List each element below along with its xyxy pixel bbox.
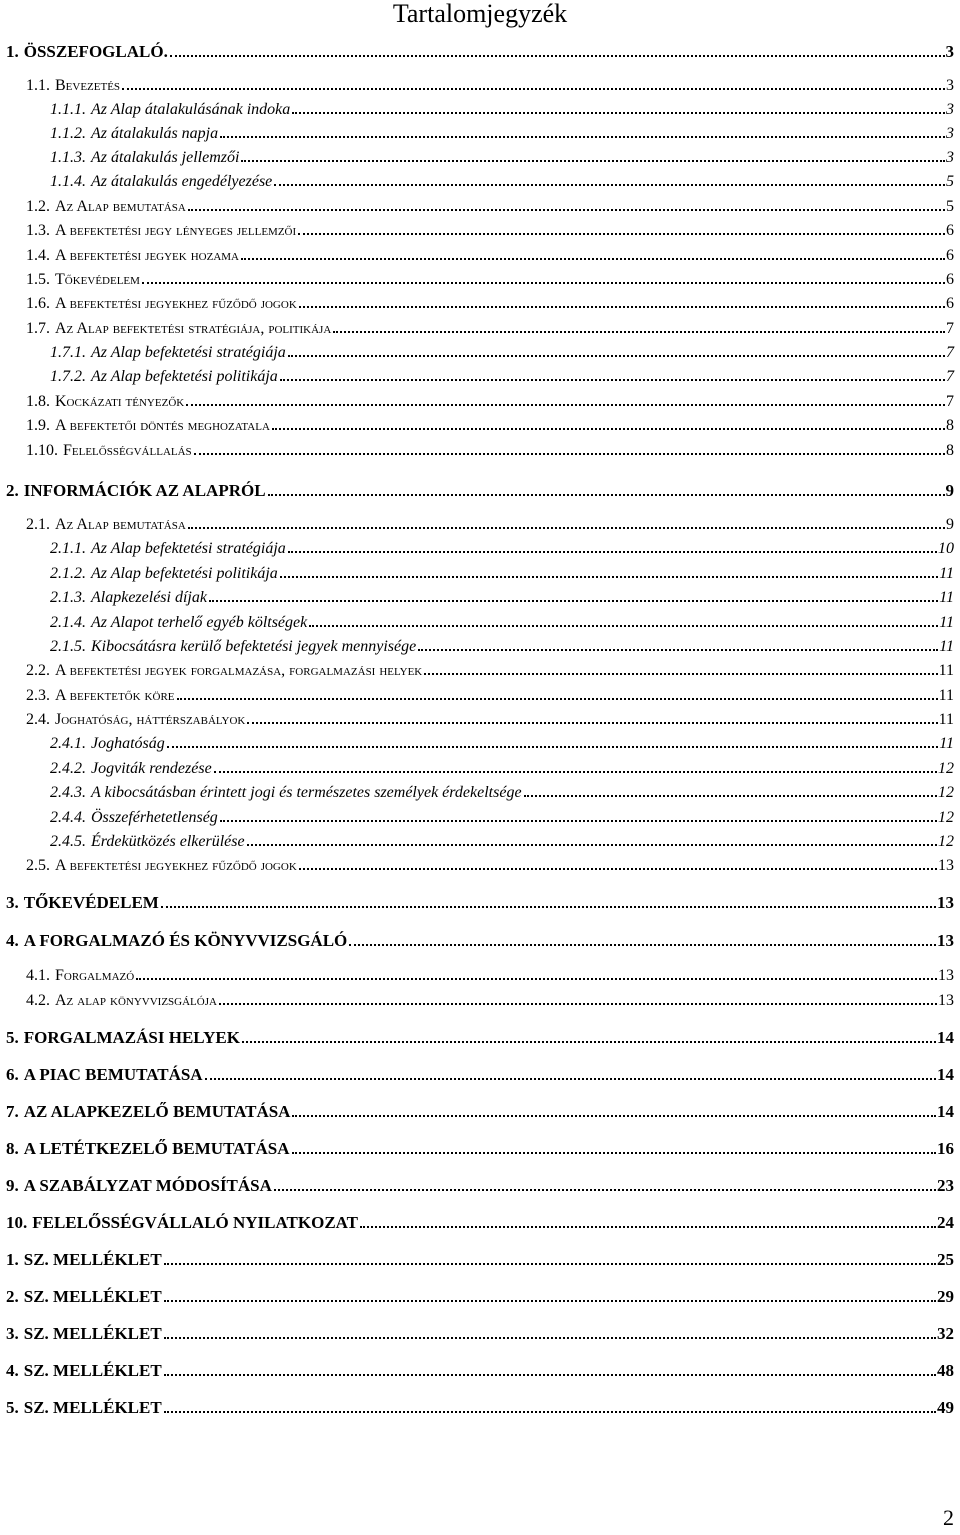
toc-entry-label: SZ. MELLÉKLET (23, 1250, 162, 1269)
toc-entry-page: 7 (946, 320, 954, 337)
toc-entry-number: 2.4.5. (50, 833, 86, 850)
toc-entry-page: 11 (939, 589, 954, 606)
dot-leader (309, 625, 938, 627)
toc-entry[interactable] (26, 661, 954, 681)
toc-entry-page: 12 (938, 784, 954, 801)
toc-entry-page: 14 (937, 1102, 954, 1121)
toc-entry-number: 4.1. (26, 967, 50, 984)
toc-entry[interactable] (6, 1361, 954, 1381)
toc-entry[interactable] (50, 172, 954, 192)
toc-entry-label: Az átalakulás jellemzői (91, 149, 240, 166)
dot-leader (170, 55, 945, 57)
toc-entry[interactable] (26, 294, 954, 314)
toc-entry-label: SZ. MELLÉKLET (23, 1324, 162, 1343)
toc-entry-page: 7 (946, 393, 954, 410)
dot-leader (220, 820, 937, 822)
dot-leader (177, 698, 938, 700)
toc-entry-number: 2.4.1. (50, 735, 86, 752)
toc-entry[interactable] (50, 100, 954, 120)
toc-entry[interactable] (50, 564, 954, 584)
toc-entry[interactable] (26, 515, 954, 535)
toc-entry[interactable] (50, 832, 954, 852)
toc-entry-page: 13 (938, 992, 954, 1009)
toc-entry-number: 9. (6, 1176, 19, 1195)
toc-entry-number: 1.7.2. (50, 368, 86, 385)
toc-entry-number: 2.1.4. (50, 614, 86, 631)
dot-leader (205, 1078, 936, 1080)
toc-entry-label: A PIAC BEMUTATÁSA (23, 1065, 203, 1084)
dot-leader (164, 1337, 936, 1339)
toc-entry-label: A befektetési jegyekhez fűződő jogok (55, 295, 297, 312)
toc-entry-page: 11 (938, 711, 954, 728)
toc-entry-page: 3 (946, 101, 954, 118)
dot-leader (194, 453, 945, 455)
toc-entry-number: 4. (6, 1361, 19, 1380)
toc-entry[interactable] (26, 270, 954, 290)
toc-entry-page: 13 (937, 893, 954, 912)
toc-entry-label: Az Alap befektetési politikája (91, 565, 278, 582)
toc-entry[interactable] (26, 441, 954, 461)
toc-entry[interactable] (6, 1287, 954, 1307)
toc-entry-label: A FORGALMAZÓ ÉS KÖNYVVIZSGÁLÓ (23, 931, 348, 950)
dot-leader (167, 746, 938, 748)
toc-entry[interactable] (26, 319, 954, 339)
toc-entry-number: 5. (6, 1028, 19, 1047)
toc-entry-label: Tőkevédelem (55, 271, 140, 288)
toc-entry-label: Az Alap befektetési politikája (91, 368, 278, 385)
toc-entry-number: 1.2. (26, 198, 50, 215)
toc-entry-page: 3 (946, 149, 954, 166)
toc-entry[interactable] (6, 1398, 954, 1418)
toc-entry-page: 12 (938, 760, 954, 777)
toc-entry-number: 1.1.3. (50, 149, 86, 166)
toc-entry[interactable] (6, 1028, 954, 1048)
toc-entry-label: A SZABÁLYZAT MÓDOSÍTÁSA (23, 1176, 272, 1195)
dot-leader (247, 844, 937, 846)
toc-entry-page: 14 (937, 1065, 954, 1084)
toc-entry-number: 1. (6, 1250, 19, 1269)
toc-entry-label: FELELŐSSÉGVÁLLALÓ NYILATKOZAT (32, 1213, 359, 1232)
toc-entry-label: AZ ALAPKEZELŐ BEMUTATÁSA (23, 1102, 291, 1121)
toc-entry[interactable] (26, 710, 954, 730)
toc-entry-label: A befektetők köre (55, 687, 175, 704)
toc-entry-number: 2. (6, 481, 19, 500)
toc-entry[interactable] (6, 1213, 954, 1233)
toc-entry-label: Az Alap bemutatása (55, 516, 186, 533)
toc-entry-label: A befektetési jegy lényeges jellemzői (55, 222, 297, 239)
toc-entry[interactable] (6, 1176, 954, 1196)
toc-entry-label: SZ. MELLÉKLET (23, 1398, 162, 1417)
toc-entry-label: FORGALMAZÁSI HELYEK (23, 1028, 240, 1047)
toc-entry-number: 1.7.1. (50, 344, 86, 361)
toc-entry[interactable] (6, 931, 954, 951)
toc-entry-number: 2.4.3. (50, 784, 86, 801)
dot-leader (268, 494, 945, 496)
dot-leader (418, 649, 938, 651)
toc-entry-page: 12 (938, 809, 954, 826)
dot-leader (164, 1300, 936, 1302)
toc-entry[interactable] (50, 367, 954, 387)
toc-entry[interactable] (26, 221, 954, 241)
toc-entry-label: Az Alap befektetési stratégiája (91, 344, 286, 361)
toc-entry-number: 4. (6, 931, 19, 950)
toc-entry-number: 2.1.2. (50, 565, 86, 582)
toc-entry[interactable] (6, 1250, 954, 1270)
toc-entry[interactable] (26, 856, 954, 876)
toc-entry-number: 4.2. (26, 992, 50, 1009)
dot-leader (333, 331, 945, 333)
toc-entry-page: 6 (946, 247, 954, 264)
toc-entry-page: 8 (946, 417, 954, 434)
dot-leader (164, 1263, 936, 1265)
dot-leader (188, 209, 945, 211)
toc-entry-number: 1.8. (26, 393, 50, 410)
toc-entry-number: 2.1.5. (50, 638, 86, 655)
toc-entry-label: A LETÉTKEZELŐ BEMUTATÁSA (23, 1139, 290, 1158)
toc-entry-number: 2.4. (26, 711, 50, 728)
toc-entry-page: 7 (946, 368, 954, 385)
toc-entry-label: Az Alap bemutatása (55, 198, 186, 215)
toc-entry-label: A befektetési jegyek hozama (55, 247, 239, 264)
toc-entry-number: 3. (6, 893, 19, 912)
toc-entry[interactable] (26, 246, 954, 266)
toc-entry-page: 11 (939, 735, 954, 752)
toc-entry-label: INFORMÁCIÓK AZ ALAPRÓL (23, 481, 266, 500)
toc-entry[interactable] (6, 481, 954, 501)
toc-entry-label: Érdekütközés elkerülése (91, 833, 245, 850)
toc-entry-page: 29 (937, 1287, 954, 1306)
toc-entry-label: A befektetési jegyek forgalmazása, forgalmazási helyek (55, 662, 423, 679)
toc-entry-label: Az átalakulás napja (91, 125, 219, 142)
toc-entry-number: 1.1.1. (50, 101, 86, 118)
toc-entry-number: 1.9. (26, 417, 50, 434)
toc-entry-page: 11 (938, 662, 954, 679)
dot-leader (214, 771, 937, 773)
toc-entry-page: 9 (945, 481, 954, 500)
toc-entry-label: Az átalakulás engedélyezése (91, 173, 273, 190)
toc-entry-page: 3 (946, 77, 954, 94)
toc-entry-page: 49 (937, 1398, 954, 1417)
toc-entry-page: 11 (939, 614, 954, 631)
toc-entry[interactable] (26, 991, 954, 1011)
toc-entry-number: 2.3. (26, 687, 50, 704)
toc-entry-page: 13 (938, 967, 954, 984)
toc-entry-number: 10. (6, 1213, 28, 1232)
toc-entry-number: 2.4.4. (50, 809, 86, 826)
dot-leader (360, 1226, 936, 1228)
toc-entry-number: 1.1. (26, 77, 50, 94)
toc-entry-page: 6 (946, 271, 954, 288)
dot-leader (274, 184, 945, 186)
toc-entry-page: 6 (946, 222, 954, 239)
dot-leader (524, 795, 937, 797)
toc-entry[interactable] (26, 686, 954, 706)
toc-entry[interactable] (6, 42, 954, 62)
toc-entry-number: 1.3. (26, 222, 50, 239)
toc-entry[interactable] (50, 637, 954, 657)
toc-entry[interactable] (26, 76, 954, 96)
toc-entry-page: 13 (937, 931, 954, 950)
toc-entry-page: 8 (946, 442, 954, 459)
toc-entry-number: 1.1.4. (50, 173, 86, 190)
toc-entry-number: 7. (6, 1102, 19, 1121)
dot-leader (280, 379, 945, 381)
toc-entry-page: 24 (937, 1213, 954, 1232)
toc-entry[interactable] (26, 966, 954, 986)
dot-leader (424, 673, 937, 675)
toc-entry[interactable] (50, 734, 954, 754)
toc-entry-number: 1.4. (26, 247, 50, 264)
toc-entry-label: TŐKEVÉDELEM (23, 893, 159, 912)
toc-entry-page: 9 (946, 516, 954, 533)
toc-entry-number: 3. (6, 1324, 19, 1343)
toc-entry[interactable] (26, 416, 954, 436)
toc-entry[interactable] (50, 148, 954, 168)
toc-entry-number: 6. (6, 1065, 19, 1084)
dot-leader (349, 944, 936, 946)
toc-entry-number: 5. (6, 1398, 19, 1417)
toc-entry[interactable] (6, 893, 954, 913)
toc-entry-label: A befektetői döntés meghozatala (55, 417, 270, 434)
toc-entry-number: 1.7. (26, 320, 50, 337)
toc-entry-page: 32 (937, 1324, 954, 1343)
toc-entry[interactable] (50, 783, 954, 803)
toc-entry-page: 48 (937, 1361, 954, 1380)
dot-leader (299, 868, 937, 870)
page-number: 2 (943, 1505, 954, 1530)
toc-entry-page: 11 (938, 687, 954, 704)
toc-entry-number: 2. (6, 1287, 19, 1306)
toc-entry[interactable] (50, 124, 954, 144)
toc-entry[interactable] (50, 613, 954, 633)
toc-entry[interactable] (6, 1102, 954, 1122)
toc-entry-label: Bevezetés (55, 77, 121, 94)
toc-entry-number: 2.4.2. (50, 760, 86, 777)
dot-leader (241, 258, 945, 260)
toc-entry-number: 2.2. (26, 662, 50, 679)
toc-entry-number: 1.5. (26, 271, 50, 288)
toc-entry[interactable] (26, 392, 954, 412)
toc-entry-page: 10 (938, 540, 954, 557)
toc-entry[interactable] (50, 539, 954, 559)
toc-entry-page: 5 (946, 173, 954, 190)
toc-entry[interactable] (6, 1139, 954, 1159)
toc-entry-label: A befektetési jegyekhez fűződő jogok (55, 857, 297, 874)
toc-entry-page: 13 (938, 857, 954, 874)
toc-entry-label: Az Alap átalakulásának indoka (91, 101, 291, 118)
dot-leader (288, 551, 937, 553)
toc-entry-number: 1.1.2. (50, 125, 86, 142)
toc-entry-page: 11 (939, 565, 954, 582)
toc-entry[interactable] (6, 1324, 954, 1344)
toc-entry-label: Kibocsátásra kerülő befektetési jegyek mennyisége (91, 638, 417, 655)
dot-leader (164, 1374, 936, 1376)
toc-entry-label: Felelősségvállalás (63, 442, 192, 459)
dot-leader (219, 1003, 937, 1005)
toc-entry-number: 2.1.3. (50, 589, 86, 606)
toc-entry-label: Jogviták rendezése (91, 760, 212, 777)
toc-entry-label: Joghatóság (91, 735, 165, 752)
toc-entry-page: 3 (946, 125, 954, 142)
toc-entry[interactable] (6, 1065, 954, 1085)
toc-entry[interactable] (50, 759, 954, 779)
toc-entry[interactable] (50, 343, 954, 363)
toc-entry-page: 12 (938, 833, 954, 850)
dot-leader (186, 404, 945, 406)
dot-leader (298, 233, 945, 235)
toc-entry-label: Összeférhetetlenség (91, 809, 218, 826)
toc-entry-page: 23 (937, 1176, 954, 1195)
toc-entry-label: Alapkezelési díjak (91, 589, 207, 606)
toc-entry-page: 14 (937, 1028, 954, 1047)
toc-entry-number: 1.6. (26, 295, 50, 312)
dot-leader (136, 978, 937, 980)
toc-entry-label: SZ. MELLÉKLET (23, 1361, 162, 1380)
toc-entry[interactable] (26, 197, 954, 217)
dot-leader (242, 1041, 936, 1043)
dot-leader (288, 355, 945, 357)
toc-entry-label: SZ. MELLÉKLET (23, 1287, 162, 1306)
dot-leader (272, 428, 945, 430)
dot-leader (292, 1115, 936, 1117)
dot-leader (292, 112, 945, 114)
dot-leader (299, 306, 945, 308)
toc-entry-page: 16 (937, 1139, 954, 1158)
dot-leader (280, 576, 938, 578)
toc-entry-label: Az Alap befektetési stratégiája (91, 540, 286, 557)
toc-entry[interactable] (50, 588, 954, 608)
toc-entry-label: Joghatóság, háttérszabályok (55, 711, 246, 728)
toc-entry-page: 5 (946, 198, 954, 215)
toc-entry-page: 11 (939, 638, 954, 655)
toc-entry-label: Forgalmazó (55, 967, 135, 984)
toc-entry-page: 6 (946, 295, 954, 312)
toc-entry-label: Az Alapot terhelő egyéb költségek (91, 614, 308, 631)
dot-leader (209, 600, 938, 602)
toc-entry-label: A kibocsátásban érintett jogi és természetes személyek érdekeltsége (91, 784, 522, 801)
toc-entry-number: 1. (6, 42, 19, 61)
dot-leader (274, 1189, 936, 1191)
dot-leader (188, 527, 945, 529)
dot-leader (220, 136, 945, 138)
dot-leader (292, 1152, 936, 1154)
page-title: Tartalomjegyzék (392, 0, 568, 28)
toc-entry-page: 25 (937, 1250, 954, 1269)
toc-entry-label: Az alap könyvvizsgálója (55, 992, 217, 1009)
dot-leader (247, 722, 937, 724)
toc-entry-number: 1.10. (26, 442, 58, 459)
dot-leader (241, 160, 945, 162)
toc-entry-number: 8. (6, 1139, 19, 1158)
toc-entry-label: ÖSSZEFOGLALÓ. (23, 42, 168, 61)
toc-entry-number: 2.1. (26, 516, 50, 533)
toc-entry-number: 2.5. (26, 857, 50, 874)
toc-entry-page: 3 (945, 42, 954, 61)
toc-entry-label: Kockázati tényezők (55, 393, 185, 410)
dot-leader (161, 906, 936, 908)
dot-leader (164, 1411, 936, 1413)
toc-entry-number: 2.1.1. (50, 540, 86, 557)
dot-leader (122, 88, 945, 90)
dot-leader (142, 282, 945, 284)
toc-entry[interactable] (50, 808, 954, 828)
toc-entry-label: Az Alap befektetési stratégiája, politikája (55, 320, 332, 337)
toc-entry-page: 7 (946, 344, 954, 361)
